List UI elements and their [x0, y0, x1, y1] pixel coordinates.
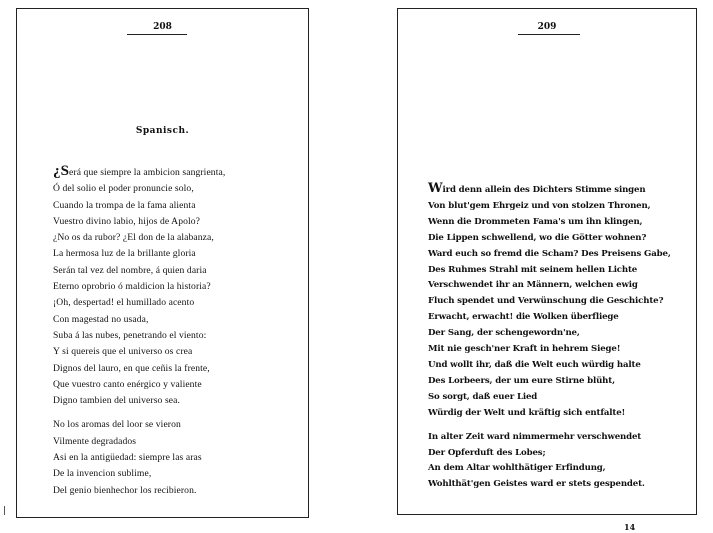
poem-line: Der Opferduft des Lobes; [428, 447, 546, 458]
poem-line: Würdig der Welt und kräftig sich entfalte! [428, 407, 626, 418]
poem-line: So sorgt, daß euer Lied [428, 391, 538, 402]
poem-line: Con magestad no usada, [53, 313, 149, 325]
sheet-signature: 14 [624, 522, 636, 532]
poem-line: Que vuestro canto enérgico y valiente [53, 378, 202, 390]
poem-line: Erwacht, erwacht! die Wolken überfliege [428, 312, 619, 323]
poem-line: Von blut'gem Ehrgeiz und von stolzen Thronen, [428, 200, 651, 211]
poem-line: Del genio bienhechor los recibieron. [53, 484, 197, 496]
poem-line: Ó del solio el poder pronuncie solo, [53, 183, 194, 195]
poem-line: Mit nie gesch'ner Kraft in hehrem Siege! [428, 344, 621, 355]
poem-line: Und wollt ihr, daß die Welt euch würdig halte [428, 359, 641, 370]
poem-line: Digno tambien del universo sea. [53, 395, 180, 407]
poem-line: An dem Altar wohlthätiger Erfindung, [428, 463, 606, 474]
page-number-right: 209 [537, 22, 557, 32]
poem-line: Des Ruhmes Strahl mit seinem hellen Lichte [428, 264, 638, 275]
section-title: Spanisch. [135, 126, 190, 136]
poem-line: Die Lippen schwellend, wo die Götter wohnen? [428, 232, 647, 243]
stanza-break [428, 422, 671, 430]
poem-line: Cuando la trompa de la fama alienta [53, 199, 196, 211]
binding-mark [4, 506, 9, 515]
poem-line: Der Sang, der schengewordn'ne, [428, 328, 580, 339]
poem-line: De la invencion sublime, [53, 468, 152, 480]
poem-line: Eterno oprobrio ó maldicion la historia? [53, 281, 211, 293]
poem-line: Wenn die Drommeten Fama's um ihn klingen, [428, 216, 643, 227]
poem-line: Serán tal vez del nombre, á quien daria [53, 264, 207, 276]
poem-line: Dignos del lauro, en que ceñis la frente, [53, 362, 210, 374]
page-number-left: 208 [153, 22, 172, 32]
poem-line: Verschwendet ihr an Männern, welchen ewig [428, 280, 638, 291]
right-page [397, 8, 697, 515]
poem-line: Wird denn allein des Dichters Stimme singen [428, 181, 646, 196]
poem-line: Ward euch so fremd die Scham? Des Preisens Gabe, [428, 248, 671, 259]
poem-line: Fluch spendet und Verwünschung die Geschichte? [428, 296, 664, 307]
poem-line: ¡Oh, despertad! el humillado acento [53, 297, 195, 309]
poem-line: Asi en la antigüedad: siempre las aras [53, 452, 202, 464]
poem-line: ¿No os da rubor? ¿El don de la alabanza, [53, 232, 214, 244]
poem-line: Wohlthät'gen Geistes ward er stets gespendet. [428, 479, 645, 490]
poem-line: In alter Zeit ward nimmermehr verschwendet [428, 431, 642, 442]
poem-line: Vilmente degradados [53, 435, 137, 447]
dropcap: ¿S [53, 163, 70, 179]
german-poem [428, 181, 671, 493]
poem-line: La hermosa luz de la brillante gloria [53, 248, 196, 260]
poem-line: No los aromas del loor se vieron [53, 419, 181, 431]
dropcap: W [428, 181, 443, 196]
poem-line: Vuestro divino labio, hijos de Apolo? [53, 215, 201, 227]
header-rule-right [518, 34, 580, 35]
poem-line: ¿Será que siempre la ambicion sangrienta, [53, 163, 226, 179]
spanish-poem [53, 163, 225, 499]
poem-line: Des Lorbeers, der um eure Stirne blüht, [428, 375, 615, 386]
left-page [16, 8, 309, 518]
stanza-break [53, 409, 225, 417]
poem-line: Suba á las nubes, penetrando el viento: [53, 329, 207, 341]
header-rule-left [127, 34, 187, 35]
poem-line: Y si quereis que el universo os crea [53, 346, 193, 358]
